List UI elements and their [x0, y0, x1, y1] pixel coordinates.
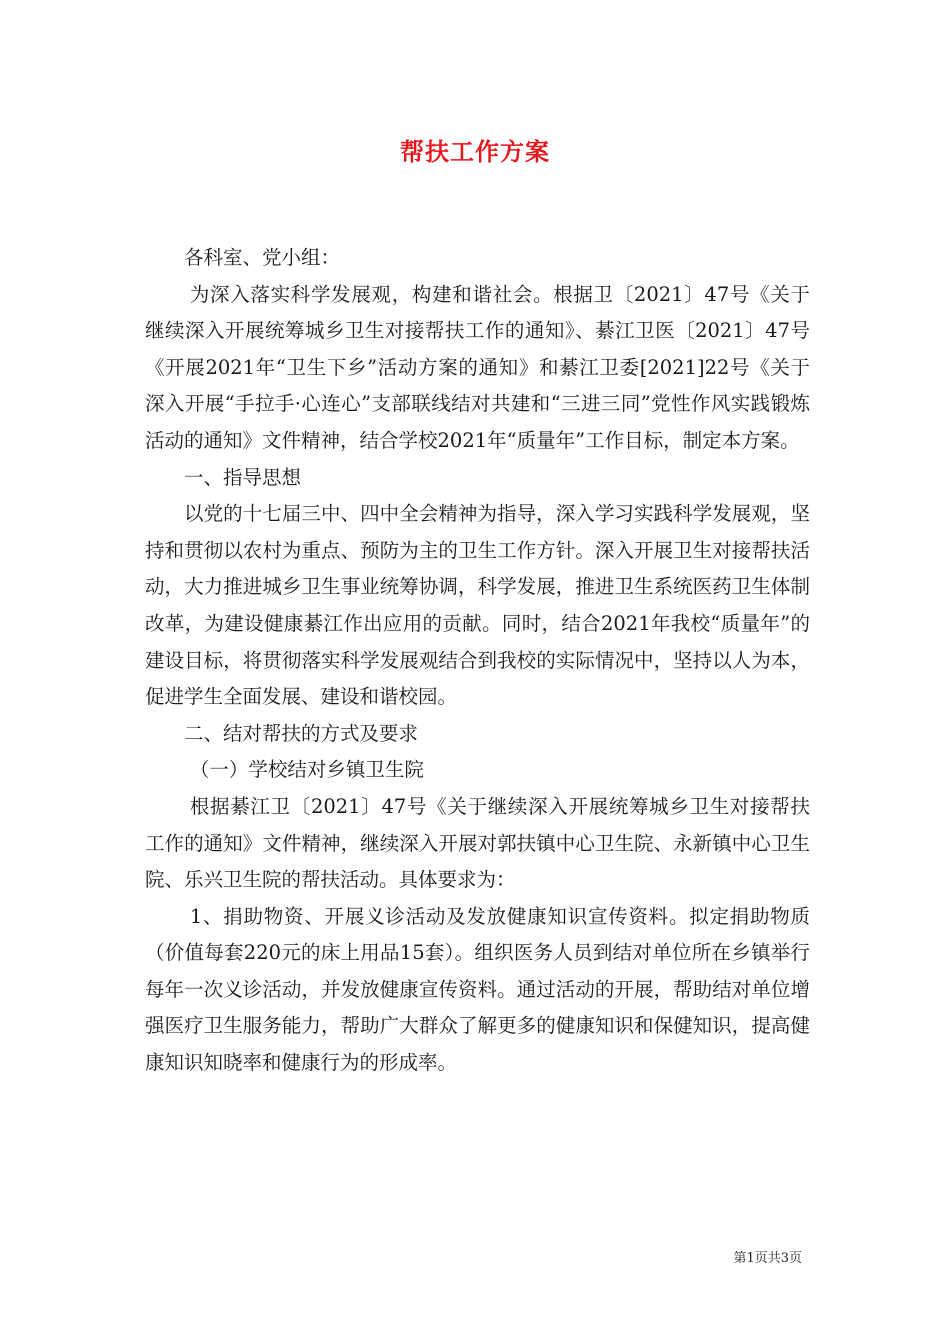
page-number: 第1页共3页 — [733, 1251, 802, 1266]
paragraph-basis: 根据綦江卫〔2021〕47号《关于继续深入开展统筹城乡卫生对接帮扶工作的通知》文件精神，继续深入开展对郭扶镇中心卫生院、永新镇中心卫生院、乐兴卫生院的帮扶活动。具体要求为： — [145, 794, 810, 892]
paragraph-guiding-thought: 以党的十七届三中、四中全会精神为指导，深入学习实践科学发展观，坚持和贯彻以农村为重点、预防为主的卫生工作方针。深入开展卫生对接帮扶活动，大力推进城乡卫生事业统筹协调，科学发展，推进卫生系统医药卫生体制改革，为建设健康綦江作出应用的贡献。同时，结合2021年我校“质量年”的建设目标，将贯彻落实科学发展观结合到我校的实际情况中，坚持以人为本，促进学生全面发展、建设和谐校园。 — [145, 502, 810, 709]
salutation: 各科室、党小组： — [184, 246, 341, 269]
document-title: 帮扶工作方案 — [400, 137, 550, 166]
paragraph-item-1: 1、捐助物资、开展义诊活动及发放健康知识宣传资料。拟定捐助物质（价值每套220元的床上用品15套）。组织医务人员到结对单位所在乡镇举行每年一次义诊活动，并发放健康宣传资料。通过活动的开展，帮助结对单位增强医疗卫生服务能力，帮助广大群众了解更多的健康知识和保健知识，提高健康知识知晓率和健康行为的形成率。 — [145, 904, 810, 1075]
subsection-heading-1: （一）学校结对乡镇卫生院 — [189, 758, 424, 782]
section-heading-1: 一、指导思想 — [184, 465, 302, 489]
paragraph-intro: 为深入落实科学发展观，构建和谐社会。根据卫〔2021〕47号《关于继续深入开展统筹城乡卫生对接帮扶工作的通知》、綦江卫医〔2021〕47号《开展2021年“卫生下乡”活动方案的通知》和綦江卫委[2021]22号《关于深入开展“手拉手·心连心”支部联线结对共建和“三进三同”党性作风实践锻炼活动的通知》文件精神，结合学校2021年“质量年”工作目标，制定本方案。 — [145, 282, 810, 452]
document-body — [145, 240, 810, 1082]
section-heading-2: 二、结对帮扶的方式及要求 — [184, 721, 419, 745]
